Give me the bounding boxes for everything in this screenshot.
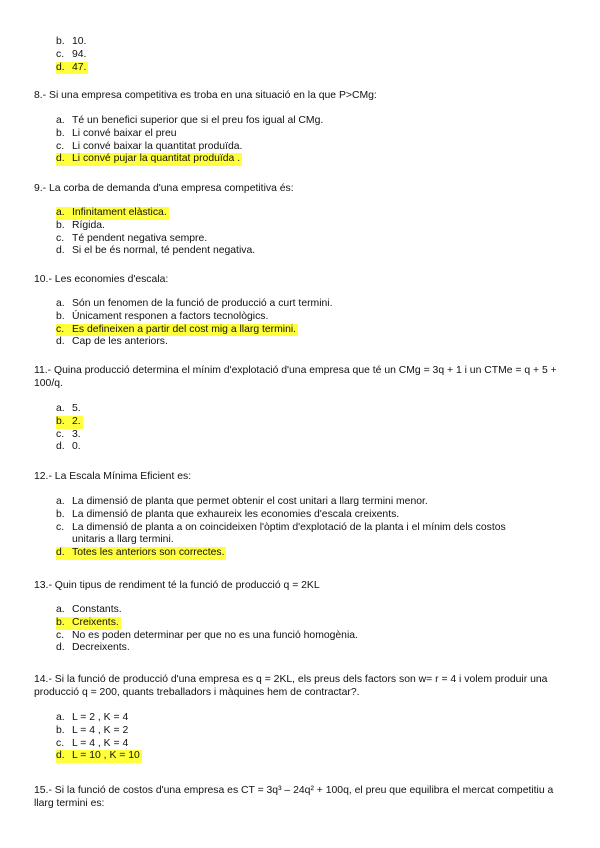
option-d-correct: d. 47. (56, 61, 87, 73)
option-d-correct: d. L = 10 , K = 10 (56, 750, 140, 762)
option-b: b. Únicament responen a factors tecnològics. (56, 310, 269, 322)
option-a: a. La dimensió de planta que permet obtenir el cost unitari a llarg termini menor. (56, 496, 428, 507)
option-c-continued: unitaris a llarg termini. (72, 534, 174, 546)
question-13: 13.- Quin tipus de rendiment té la funció de producció q = 2KL (34, 580, 320, 591)
question-10: 10.- Les economies d'escala: (34, 274, 169, 285)
options-list (56, 207, 255, 258)
options-list (56, 115, 323, 166)
option-a: a. Són un fenomen de la funció de producció a curt termini. (56, 298, 333, 309)
question-8: 8.- Si una empresa competitiva es troba en una situació en la que P>CMg: (34, 90, 377, 101)
option-a: a. Constants. (56, 604, 122, 615)
option-b-correct: b. Creixents. (56, 616, 119, 628)
option-a: a. 5. (56, 403, 81, 414)
option-c: c. 94. (56, 48, 87, 60)
options-list (56, 403, 83, 454)
question-15: 15.- Si la funció de costos d'una empresa es CT = 3q³ – 24q² + 100q, el preu que equilibra el mercat competitiu a llarg termini es: (34, 785, 554, 809)
options-list (56, 36, 88, 74)
option-a: a. Té un benefici superior que si el preu fos igual al CMg. (56, 115, 324, 126)
option-b: b. Rígida. (56, 219, 105, 231)
option-c: c. L = 4 , K = 4 (56, 737, 129, 749)
option-d-correct: d. Li convé pujar la quantitat produïda . (56, 153, 241, 165)
options-list (56, 712, 142, 763)
option-c: c. La dimensió de planta a on coincideixen l'òptim d'explotació de la planta i el mínim dels costos (56, 521, 506, 533)
option-d-correct: d. Totes les anteriors son correctes. (56, 547, 225, 559)
option-c: c. Té pendent negativa sempre. (56, 232, 208, 244)
options-list (56, 298, 333, 349)
option-a: a. L = 2 , K = 4 (56, 712, 129, 723)
question-14: 14.- Si la funció de producció d'una empresa es q = 2KL, els preus dels factors son w= r = 4 i volem produir una producció q = 200, quants treballadors i màquines hem de contractar?. (34, 674, 548, 698)
options-list (56, 496, 506, 560)
option-b: b. Li convé baixar el preu (56, 127, 177, 139)
option-c: c. 3. (56, 428, 81, 440)
question-12: 12.- La Escala Mínima Eficient es: (34, 471, 192, 482)
question-9: 9.- La corba de demanda d'una empresa competitiva és: (34, 183, 294, 194)
option-b-correct: b. 2. (56, 415, 81, 427)
option-b: b. 10. (56, 36, 87, 47)
option-b: b. La dimensió de planta que exhaureix les economies d'escala creixents. (56, 508, 400, 520)
option-d: d. Cap de les anteriors. (56, 336, 168, 348)
options-list (56, 604, 358, 655)
option-c-correct: c. Es defineixen a partir del cost mig a llarg termini. (56, 323, 297, 335)
question-11: 11.- Quina producció determina el mínim d'explotació d'una empresa que té un CMg = 3q + 1 i un CTMe = q + 5 + 100/q. (34, 365, 557, 389)
option-d: d. 0. (56, 441, 81, 453)
option-c: c. Li convé baixar la quantitat produïda. (56, 140, 243, 152)
option-a-correct: a. Infinitament elàstica. (56, 207, 167, 218)
option-d: d. Si el be és normal, té pendent negativa. (56, 245, 256, 257)
option-d: d. Decreixents. (56, 642, 130, 654)
option-c: c. No es poden determinar per que no es una funció homogènia. (56, 629, 358, 641)
option-b: b. L = 4 , K = 2 (56, 724, 129, 736)
